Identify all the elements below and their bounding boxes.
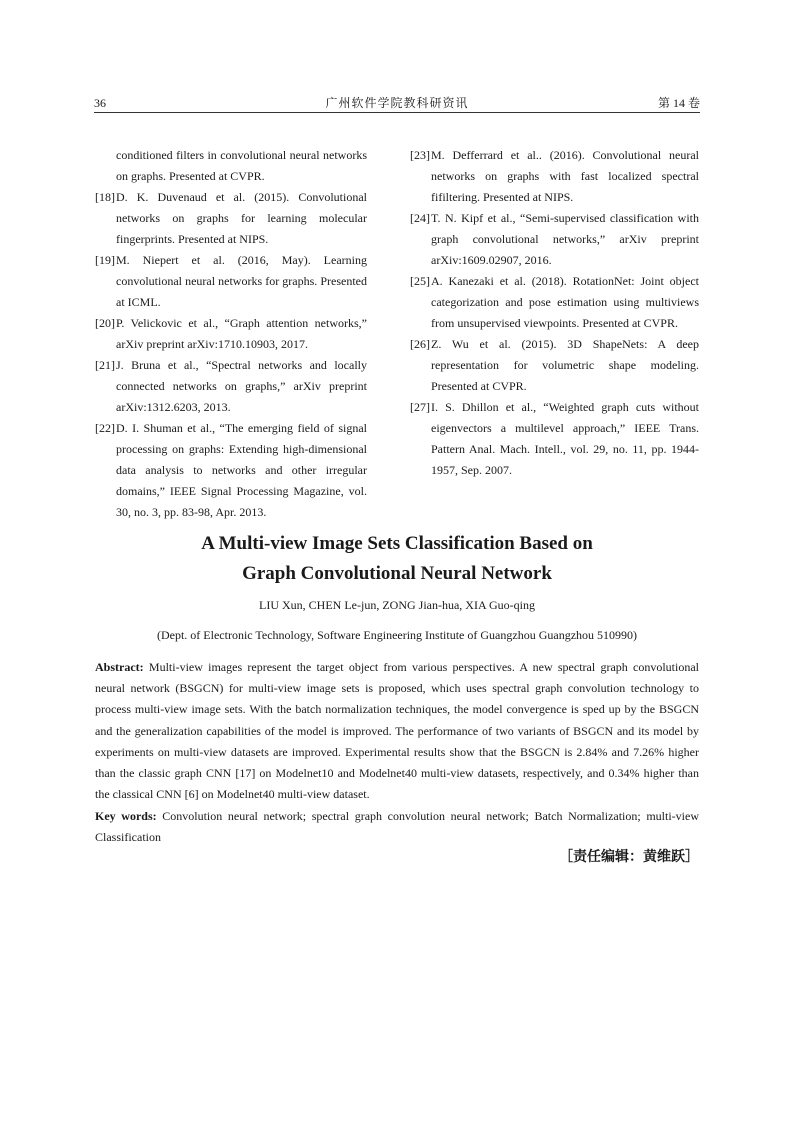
reference-number: [25] [410,274,430,288]
reference-item [410,145,699,208]
reference-number: [23] [410,148,430,162]
reference-number: [20] [95,316,115,330]
reference-text: Z. Wu et al. (2015). 3D ShapeNets: A deep representation for volumetric shape modeling. Presented at CVPR. [431,337,699,393]
abstract-text: Multi-view images represent the target object from various perspectives. A new spectral graph convolutional neural network (BSGCN) for multi-view image sets is proposed, which uses spectral graph convolution technology to process multi-view image sets. With the batch normalization techniques, the model convergence is sped up by the BSGCN and the generalization capabilities of the model is improved. The performance of two variants of BSGCN and its model by experiments on multi-view datasets are improved. Experimental results show that the BSGCN is 2.84% and 7.26% higher than the classic graph CNN [17] on Modelnet10 and Modelnet40 multi-view datasets, respectively, and 0.34% higher than the classical CNN [6] on Modelnet40 multi-view dataset. [95,660,699,802]
reference-text: M. Defferrard et al.. (2016). Convolutional neural networks on graphs with fast localized spectral fifiltering. Presented at NIPS. [431,148,699,204]
reference-number: [22] [95,421,115,435]
reference-item [95,313,367,355]
paper-title-line-1: A Multi-view Image Sets Classification Based on [201,533,593,554]
reference-text: A. Kanezaki et al. (2018). RotationNet: Joint object categorization and pose estimation using multiviews from unsupervised viewpoints. Presented at CVPR. [431,274,699,330]
reference-text: M. Niepert et al. (2016, May). Learning convolutional neural networks for graphs. Presented at ICML. [116,253,367,309]
reference-item [410,208,699,271]
volume-label: 第 14 卷 [657,96,700,110]
authors: LIU Xun, CHEN Le-jun, ZONG Jian-hua, XIA Guo-qing [259,598,535,612]
reference-number: [18] [95,190,115,204]
references-right-column [410,145,699,481]
reference-number: [26] [410,337,430,351]
journal-name: 广州软件学院教科研资讯 [325,96,469,110]
reference-text: D. K. Duvenaud et al. (2015). Convolutional networks on graphs for learning molecular fingerprints. Presented at NIPS. [116,190,367,246]
paper-title-line-2: Graph Convolutional Neural Network [242,563,552,584]
references-left-column [95,145,367,523]
keywords [95,806,699,848]
affiliation: (Dept. of Electronic Technology, Software Engineering Institute of Guangzhou Guangzhou 510990) [156,628,638,642]
reference-number: [27] [410,400,430,414]
reference-item [95,187,367,250]
reference-number: [24] [410,211,430,225]
running-header [94,93,700,113]
reference-text: T. N. Kipf et al., “Semi-supervised classification with graph convolutional networks,” arXiv preprint arXiv:1609.02907, 2016. [431,211,699,267]
reference-text: I. S. Dhillon et al., “Weighted graph cuts without eigenvectors a multilevel approach,” IEEE Trans. Pattern Anal. Mach. Intell., vol. 29, no. 11, pp. 1944-1957, Sep. 2007. [431,400,699,477]
header-rule [94,112,700,113]
editor-note: ［责任编辑：黄维跃］ [559,849,699,865]
reference-item [95,145,367,187]
reference-number: [19] [95,253,115,267]
reference-text: P. Velickovic et al., “Graph attention networks,” arXiv preprint arXiv:1710.10903, 2017. [116,316,367,351]
abstract [95,657,699,805]
reference-item [410,334,699,397]
reference-item [95,355,367,418]
reference-text: conditioned filters in convolutional neural networks on graphs. Presented at CVPR. [116,148,367,183]
reference-item [410,271,699,334]
keywords-text: Convolution neural network; spectral graph convolution neural network; Batch Normalization; multi-view Classification [95,809,699,844]
abstract-label: Abstract: [95,660,144,674]
reference-text: J. Bruna et al., “Spectral networks and locally connected networks on graphs,” arXiv preprint arXiv:1312.6203, 2013. [116,358,367,414]
reference-text: D. I. Shuman et al., “The emerging field of signal processing on graphs: Extending high-dimensional data analysis to networks and other irregular domains,” IEEE Signal Processing Magazine, vol. 30, no. 3, pp. 83-98, Apr. 2013. [116,421,367,519]
page-number: 36 [94,96,106,110]
reference-number: [21] [95,358,115,372]
reference-item [95,250,367,313]
reference-item [410,397,699,481]
keywords-label: Key words: [95,809,157,823]
reference-item [95,418,367,523]
